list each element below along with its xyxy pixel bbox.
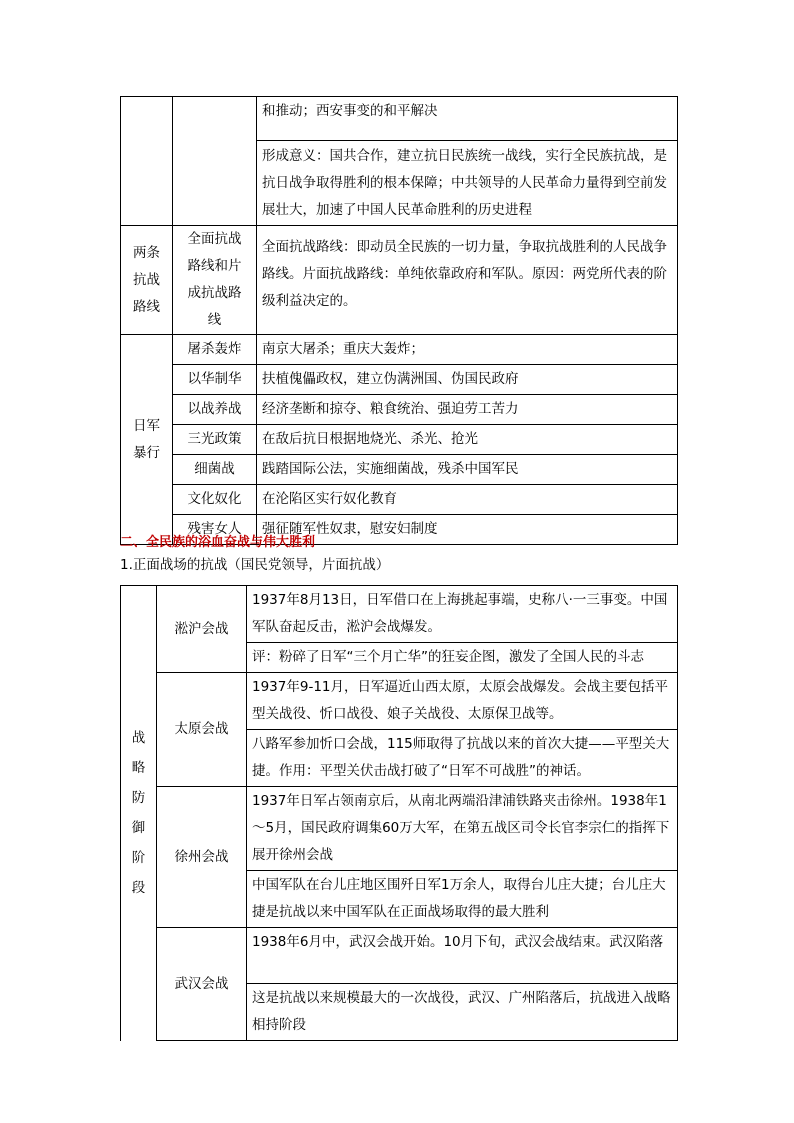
table-row <box>121 455 678 485</box>
table-row <box>121 226 678 335</box>
empty-sub-cell <box>173 97 257 226</box>
table-row <box>121 586 678 643</box>
sub-title: 1.正面战场的抗战（国民党领导，片面抗战） <box>120 557 390 573</box>
battle-detail: 这是抗战以来规模最大的一次战役，武汉、广州陷落后，抗战进入战略相持阶段 <box>247 984 678 1041</box>
stage-zhanlue-fangyu: 战略防御阶段 <box>121 586 157 1041</box>
battle-detail: 1938年6月中，武汉会战开始。10月下旬，武汉会战结束。武汉陷落 <box>247 928 678 984</box>
baoxing-content: 经济垄断和掠夺、粮食统治、强迫劳工苦力 <box>257 395 678 425</box>
sub-luxian: 全面抗战路线和片成抗战路线 <box>173 226 257 335</box>
baoxing-name: 以战养战 <box>173 395 257 425</box>
battle-detail: 评：粉碎了日军“三个月亡华”的狂妄企图，激发了全国人民的斗志 <box>247 643 678 673</box>
baoxing-name: 以华制华 <box>173 365 257 395</box>
baoxing-name: 文化奴化 <box>173 485 257 515</box>
battle-name: 徐州会战 <box>157 787 247 928</box>
cell-yiyi: 形成意义：国共合作，建立抗日民族统一战线，实行全民族抗战，是抗日战争取得胜利的根本保障；中共领导的人民革命力量得到空前发展壮大，加速了中国人民革命胜利的历史进程 <box>257 141 678 226</box>
baoxing-name: 残害女人 <box>173 515 257 545</box>
baoxing-content: 在沦陷区实行奴化教育 <box>257 485 678 515</box>
baoxing-content: 在敌后抗日根据地烧光、杀光、抢光 <box>257 425 678 455</box>
baoxing-content: 扶植傀儡政权，建立伪满洲国、伪国民政府 <box>257 365 678 395</box>
table-row <box>121 673 678 730</box>
table-row <box>121 97 678 141</box>
table-row <box>121 485 678 515</box>
battle-detail: 1937年8月13日，日军借口在上海挑起事端，史称八·一三事变。中国军队奋起反击，淞沪会战爆发。 <box>247 586 678 643</box>
baoxing-content: 南京大屠杀；重庆大轰炸； <box>257 335 678 365</box>
table-row <box>121 335 678 365</box>
section-title: 二、全民族的浴血奋战与伟大胜利 <box>120 535 316 550</box>
table-row <box>121 928 678 984</box>
cell-tuijin: 和推动；西安事变的和平解决 <box>257 97 678 141</box>
battle-detail: 八路军参加忻口会战，115师取得了抗战以来的首次大捷——平型关大捷。作用：平型关伏击战打破了“日军不可战胜”的神话。 <box>247 730 678 787</box>
battle-detail: 1937年9-11月，日军逼近山西太原，太原会战爆发。会战主要包括平型关战役、忻口战役、娘子关战役、太原保卫战等。 <box>247 673 678 730</box>
baoxing-name: 三光政策 <box>173 425 257 455</box>
table-row <box>121 365 678 395</box>
table-row <box>121 787 678 871</box>
table-kangri-tongyi-zhanxian <box>120 96 678 545</box>
baoxing-name: 细菌战 <box>173 455 257 485</box>
baoxing-content: 强征随军性奴隶，慰安妇制度 <box>257 515 678 545</box>
battle-name: 淞沪会战 <box>157 586 247 673</box>
table-row <box>121 395 678 425</box>
cell-luxian: 全面抗战路线：即动员全民族的一切力量，争取抗战胜利的人民战争路线。片面抗战路线：单纯依靠政府和军队。原因：两党所代表的阶级利益决定的。 <box>257 226 678 335</box>
group-luxian: 两条抗战路线 <box>121 226 173 335</box>
battle-detail: 1937年日军占领南京后，从南北两端沿津浦铁路夹击徐州。1938年1～5月，国民政府调集60万大军，在第五战区司令长官李宗仁的指挥下展开徐州会战 <box>247 787 678 871</box>
table-zhengmian-zhanchang <box>120 585 678 1041</box>
baoxing-content: 践踏国际公法，实施细菌战，残杀中国军民 <box>257 455 678 485</box>
baoxing-name: 屠杀轰炸 <box>173 335 257 365</box>
empty-group-cell <box>121 97 173 226</box>
table-row <box>121 425 678 455</box>
group-baoxing: 日军暴行 <box>121 335 173 545</box>
battle-detail: 中国军队在台儿庄地区围歼日军1万余人，取得台儿庄大捷；台儿庄大捷是抗战以来中国军队在正面战场取得的最大胜利 <box>247 871 678 928</box>
battle-name: 太原会战 <box>157 673 247 787</box>
battle-name: 武汉会战 <box>157 928 247 1041</box>
